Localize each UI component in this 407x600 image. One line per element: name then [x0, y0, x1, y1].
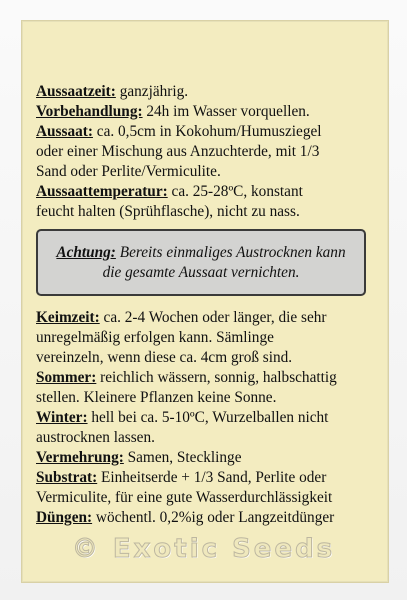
line-text: reichlich wässern, sonnig, halbschattig: [96, 369, 337, 386]
instruction-line: [36, 428, 372, 448]
line-text: Samen, Stecklinge: [123, 449, 242, 466]
instructions-section-1: [36, 82, 372, 222]
line-label: Vermehrung:: [36, 449, 124, 466]
line-label: Sommer:: [36, 369, 97, 386]
line-text: Sand oder Perlite/Vermiculite.: [36, 163, 221, 180]
line-label: Aussaattemperatur:: [36, 183, 168, 200]
line-label: Substrat:: [36, 469, 98, 486]
instruction-line: [36, 468, 372, 488]
instruction-line: [36, 488, 372, 508]
line-label: Aussaatzeit:: [36, 83, 116, 100]
copyright-watermark: © Exotic Seeds: [71, 534, 336, 564]
line-label: Vorbehandlung:: [36, 103, 143, 120]
instruction-line: [36, 122, 372, 142]
line-label: Düngen:: [36, 509, 93, 526]
line-text: ca. 0,5cm in Kokohum/Humusziegel: [92, 123, 322, 140]
instruction-line: [36, 162, 372, 182]
instruction-line: [36, 508, 372, 528]
line-text: unregelmäßig erfolgen kann. Sämlinge: [36, 329, 274, 346]
warning-text: Bereits einmaliges Austrocknen kann: [115, 244, 346, 261]
warning-label: Achtung:: [56, 244, 116, 261]
line-label: Keimzeit:: [36, 309, 100, 326]
instruction-line: [36, 142, 372, 162]
line-text: Vermiculite, für eine gute Wasserdurchlässigkeit: [36, 489, 333, 506]
line-text: Einheitserde + 1/3 Sand, Perlite oder: [97, 469, 327, 486]
line-text: hell bei ca. 5-10ºC, Wurzelballen nicht: [87, 409, 329, 426]
line-label: Winter:: [36, 409, 88, 426]
instruction-line: [36, 348, 372, 368]
line-text: oder einer Mischung aus Anzuchterde, mit 1/3: [36, 143, 320, 160]
line-text: ca. 25-28ºC, konstant: [167, 183, 303, 200]
warning-line-2: die gesamte Aussaat vernichten.: [102, 264, 300, 281]
line-text: 24h im Wasser vorquellen.: [142, 103, 310, 120]
instruction-line: [36, 182, 372, 202]
instruction-line: [36, 448, 372, 468]
warning-box: [36, 229, 366, 296]
instruction-line: [36, 82, 372, 102]
instructions-section-2: [36, 308, 372, 528]
line-text: feucht halten (Sprühflasche), nicht zu nass.: [36, 203, 300, 220]
instruction-line: [36, 328, 372, 348]
line-text: vereinzeln, wenn diese ca. 4cm groß sind.: [36, 349, 293, 366]
warning-line-1: [38, 243, 364, 263]
instruction-line: [36, 308, 372, 328]
instruction-line: [36, 202, 372, 222]
line-text: stellen. Kleinere Pflanzen keine Sonne.: [36, 389, 277, 406]
line-text: wöchentl. 0,2%ig oder Langzeitdünger: [92, 509, 335, 526]
line-text: austrocknen lassen.: [36, 429, 155, 446]
instruction-line: [36, 408, 372, 428]
line-text: ganzjährig.: [115, 83, 189, 100]
line-label: Aussaat:: [36, 123, 93, 140]
instruction-line: [36, 388, 372, 408]
instruction-line: [36, 102, 372, 122]
instruction-line: [36, 368, 372, 388]
line-text: ca. 2-4 Wochen oder länger, die sehr: [99, 309, 327, 326]
